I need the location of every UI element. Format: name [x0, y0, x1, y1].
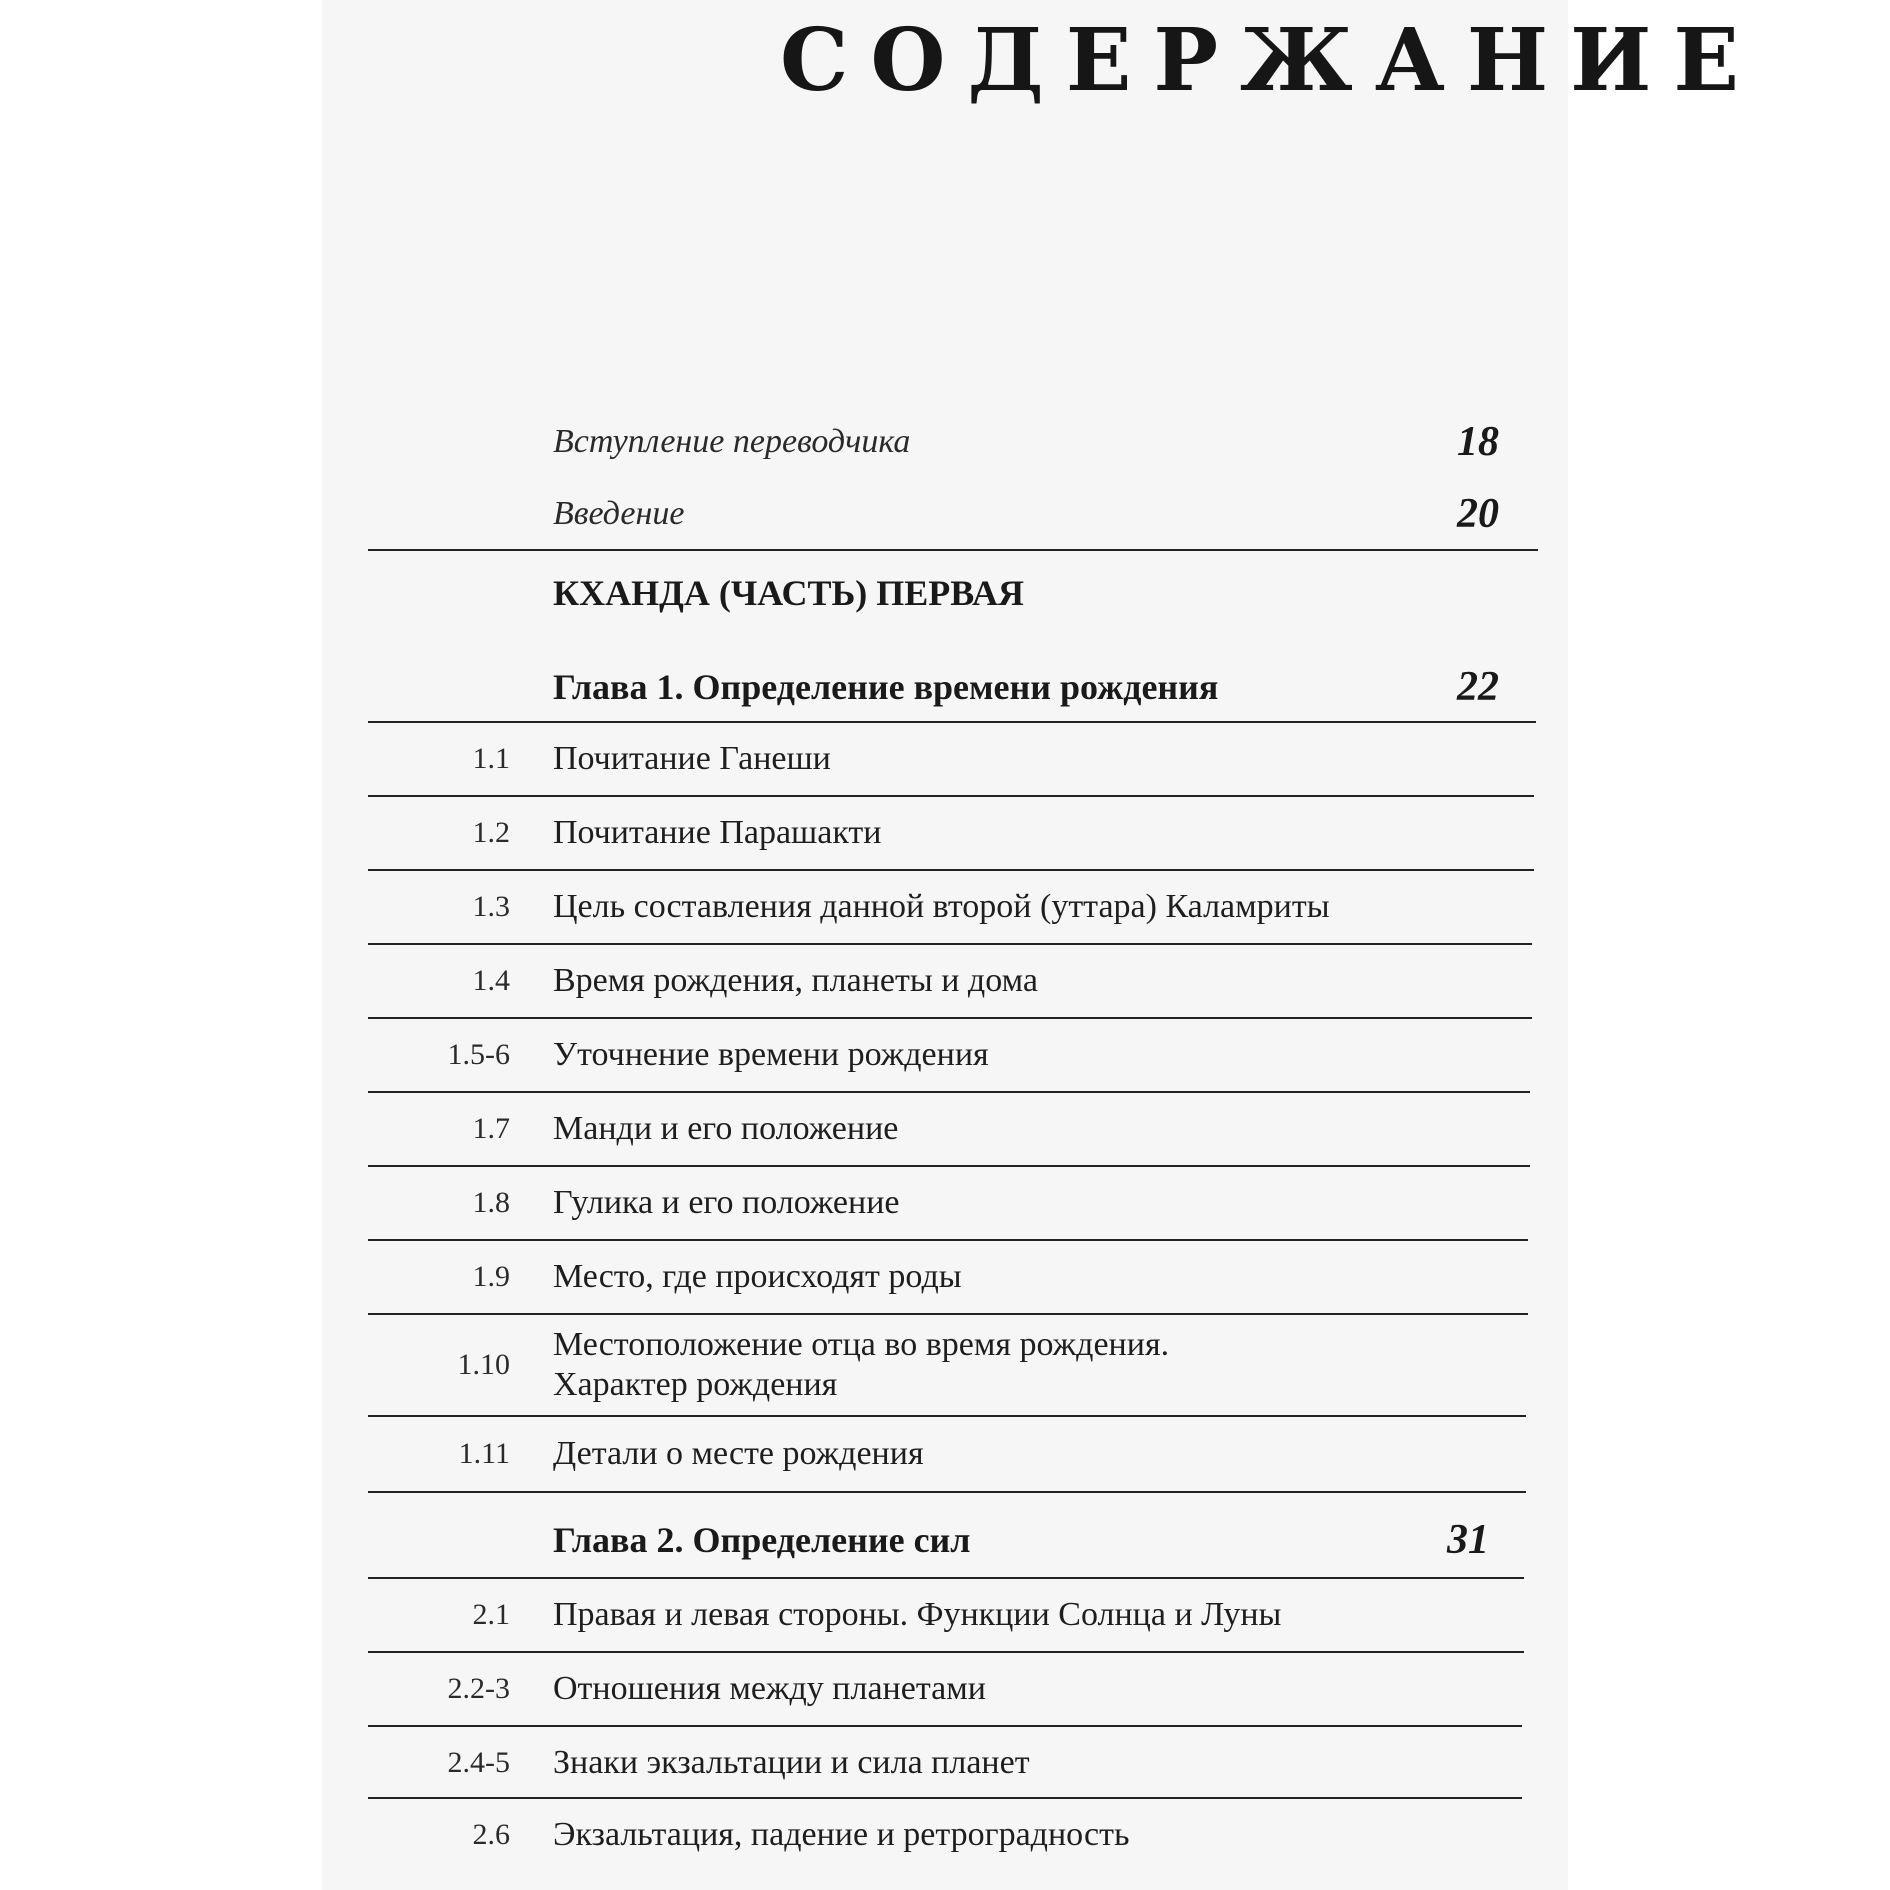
toc-item — [368, 1653, 1534, 1725]
toc-entry-introduction — [553, 478, 1499, 550]
toc-item — [368, 871, 1534, 943]
toc-item — [368, 1093, 1534, 1165]
item-number: 2.1 — [472, 1598, 510, 1631]
item-label: Время рождения, планеты и дома — [553, 962, 1038, 999]
chapter-title: Глава 2. Определение сил — [553, 1520, 971, 1560]
toc-item — [368, 1019, 1534, 1091]
item-number: 1.9 — [472, 1260, 510, 1293]
page-number: 31 — [1447, 1517, 1489, 1563]
item-label: Место, где происходят роды — [553, 1258, 962, 1295]
toc-entry-translator-preface — [553, 406, 1499, 478]
toc-item — [368, 1727, 1534, 1799]
item-label: Экзальтация, падение и ретроградность — [553, 1816, 1130, 1853]
divider — [368, 549, 1538, 551]
item-label — [553, 1325, 1169, 1405]
entry-label: Вступление переводчика — [553, 423, 911, 460]
item-number: 1.4 — [472, 964, 510, 997]
item-label: Детали о месте рождения — [553, 1435, 924, 1472]
toc-item — [368, 723, 1534, 795]
part-heading: КХАНДА (ЧАСТЬ) ПЕРВАЯ — [553, 573, 1025, 613]
item-number: 1.1 — [472, 742, 510, 775]
toc-item — [368, 1241, 1534, 1313]
item-label: Отношения между планетами — [553, 1670, 986, 1707]
toc-item — [368, 945, 1534, 1017]
toc-item — [368, 1579, 1534, 1651]
item-number: 1.7 — [472, 1112, 510, 1145]
item-number: 1.10 — [457, 1348, 510, 1381]
item-label: Цель составления данной второй (уттара) Каламриты — [553, 888, 1330, 925]
item-number: 1.11 — [458, 1437, 510, 1470]
page-number: 22 — [1457, 664, 1499, 710]
toc-item — [368, 1315, 1534, 1415]
toc-item — [368, 1799, 1534, 1871]
toc-chapter-1 — [553, 652, 1499, 722]
toc-item — [368, 797, 1534, 869]
item-label: Почитание Парашакти — [553, 814, 882, 851]
item-label-line: Характер рождения — [553, 1366, 838, 1403]
item-number: 2.6 — [472, 1818, 510, 1851]
item-number: 1.5-6 — [447, 1038, 510, 1071]
item-number: 1.8 — [472, 1186, 510, 1219]
toc-item — [368, 1417, 1534, 1491]
item-label: Уточнение времени рождения — [553, 1036, 989, 1073]
entry-label: Введение — [553, 495, 685, 532]
item-label: Гулика и его положение — [553, 1184, 900, 1221]
item-number: 1.3 — [472, 890, 510, 923]
item-number: 2.4-5 — [447, 1746, 510, 1779]
item-number: 2.2-3 — [447, 1672, 510, 1705]
divider — [368, 1491, 1526, 1493]
page-number: 18 — [1457, 419, 1499, 465]
item-label: Знаки экзальтации и сила планет — [553, 1744, 1030, 1781]
contents-title: СОДЕРЖАНИЕ — [780, 10, 1761, 111]
chapter-title: Глава 1. Определение времени рождения — [553, 667, 1219, 707]
item-label: Почитание Ганеши — [553, 740, 831, 777]
page-number: 20 — [1457, 491, 1499, 537]
item-label-line: Местоположение отца во время рождения. — [553, 1326, 1170, 1363]
item-label: Правая и левая стороны. Функции Солнца и Луны — [553, 1596, 1282, 1633]
item-label: Манди и его положение — [553, 1110, 899, 1147]
item-number: 1.2 — [472, 816, 510, 849]
toc-chapter-2 — [553, 1505, 1489, 1575]
toc-item — [368, 1167, 1534, 1239]
